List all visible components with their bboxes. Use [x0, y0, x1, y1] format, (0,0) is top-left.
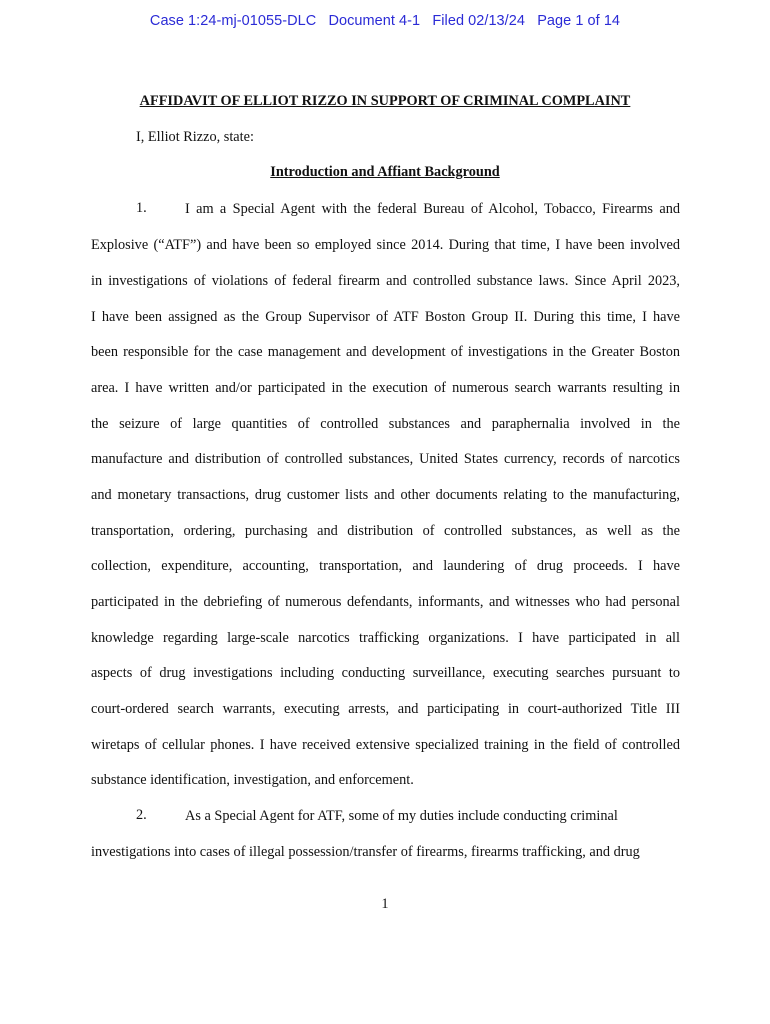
document-title: AFFIDAVIT OF ELLIOT RIZZO IN SUPPORT OF CRIMINAL COMPLAINT: [139, 93, 631, 109]
paragraph-line: investigations into cases of illegal possession/transfer of firearms, firearms trafficking, and drug: [91, 844, 640, 860]
intro-line: I, Elliot Rizzo, state:: [136, 129, 254, 145]
page-number: 1: [381, 896, 389, 912]
paragraph-line: and monetary transactions, drug customer lists and other documents relating to the manufacturing,: [91, 487, 680, 503]
paragraph-line: area. I have written and/or participated in the execution of numerous search warrants resulting in: [91, 380, 680, 396]
paragraph-line: transportation, ordering, purchasing and distribution of controlled substances, as well as the: [91, 523, 680, 539]
paragraph-line: wiretaps of cellular phones. I have received extensive specialized training in the field of controlled: [91, 737, 680, 753]
paragraph-line: aspects of drug investigations including conducting surveillance, executing searches pursuant to: [91, 665, 680, 681]
paragraph-number: 2.: [136, 807, 147, 823]
paragraph-line: court-ordered search warrants, executing arrests, and participating in court-authorized Title III: [91, 701, 680, 717]
paragraph-line: participated in the debriefing of numerous defendants, informants, and witnesses who had personal: [91, 594, 680, 610]
paragraph-line: Explosive (“ATF”) and have been so employed since 2014. During that time, I have been involved: [91, 237, 680, 253]
paragraph-line: I have been assigned as the Group Supervisor of ATF Boston Group II. During this time, I have: [91, 309, 680, 325]
paragraph-line: collection, expenditure, accounting, transportation, and laundering of drug proceeds. I have: [91, 558, 680, 574]
paragraph-line: knowledge regarding large-scale narcotics trafficking organizations. I have participated in all: [91, 630, 680, 646]
section-heading: Introduction and Affiant Background: [270, 164, 500, 180]
paragraph-number: 1.: [136, 200, 147, 216]
paragraph-line: the seizure of large quantities of controlled substances and paraphernalia involved in the: [91, 416, 680, 432]
paragraph-line: I am a Special Agent with the federal Bureau of Alcohol, Tobacco, Firearms and: [185, 201, 680, 217]
paragraph-line: manufacture and distribution of controlled substances, United States currency, records of narcotics: [91, 451, 680, 467]
paragraph-line: As a Special Agent for ATF, some of my duties include conducting criminal: [185, 808, 618, 824]
paragraph-line: in investigations of violations of federal firearm and controlled substance laws. Since April 2023,: [91, 273, 680, 289]
paragraph-line: been responsible for the case management and development of investigations in the Greater Boston: [91, 344, 680, 360]
ecf-header-stamp: Case 1:24-mj-01055-DLC Document 4-1 Filed 02/13/24 Page 1 of 14: [149, 13, 621, 29]
paragraph-line: substance identification, investigation, and enforcement.: [91, 772, 414, 788]
